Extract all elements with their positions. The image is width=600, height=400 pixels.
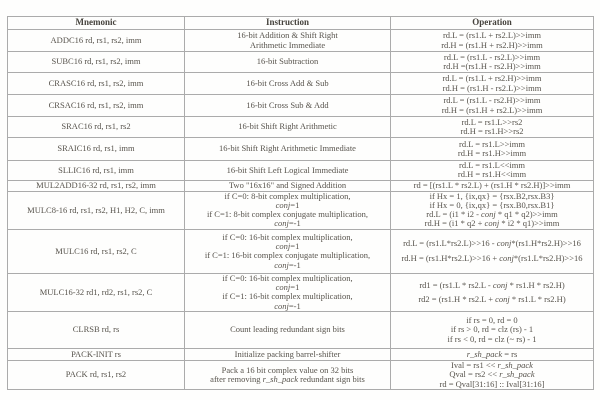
- instruction-line: Pack a 16 bit complex value on 32 bits: [221, 364, 354, 375]
- operation-line: rd.H = (rs1.H + rs2.L)>>imm: [441, 104, 543, 115]
- instruction-cell: Initialize packing barrel-shifter: [185, 348, 391, 360]
- operation-cell: [391, 30, 594, 52]
- operation-line: rd.L = rs1.L>>rs2: [461, 116, 523, 127]
- mnemonic-cell: SLLIC16 rd, rs1, imm: [8, 161, 185, 181]
- seg: * i2 * q1)>>imm: [499, 218, 560, 229]
- seg: after removing: [210, 373, 263, 384]
- operation-line: if rs > 0, rd = clz (rs) - 1: [450, 324, 534, 335]
- mnemonic-cell: SRAIC16 rd, rs1, imm: [8, 138, 185, 161]
- row-clrsb: [8, 311, 594, 348]
- operation-line: [393, 281, 591, 290]
- operation-line: if rs < 0, rd = clz (~ rs) - 1: [447, 333, 537, 344]
- operation-cell: [391, 161, 594, 181]
- operation-cell: [391, 73, 594, 95]
- instruction-line: [187, 261, 388, 270]
- row-subc16: [8, 52, 594, 73]
- mnemonic-cell: ADDC16 rd, rs1, rs2, imm: [8, 30, 185, 52]
- operation-line: rd = Qval[31:16] :: Ival[31:16]: [439, 378, 545, 389]
- operation-line: rd.L = rs1.L>>imm: [458, 138, 525, 149]
- operation-line: rd.H = rs1.H>>rs2: [460, 126, 524, 136]
- instruction-line: Arithmetic Immediate: [249, 39, 326, 50]
- instruction-cell: [185, 360, 391, 389]
- instruction-line: if C=0: 16-bit complex multiplication,: [222, 273, 353, 283]
- operation-line: [393, 350, 591, 359]
- operation-cell: [391, 95, 594, 117]
- header-row: [8, 17, 594, 30]
- mnemonic-cell: SUBC16 rd, rs1, rs2, imm: [8, 52, 185, 73]
- row-mulc16-32: [8, 273, 594, 311]
- column-header-instruction: Instruction: [185, 17, 391, 30]
- row-crasc16: [8, 73, 594, 95]
- operation-line: rd.L = (rs1.L + rs2.L)>>imm: [442, 30, 542, 41]
- seg: rd.L = (rs1.L*rs2.L)>>16 -: [403, 238, 497, 249]
- mnemonic-cell: PACK-INIT rs: [8, 348, 185, 360]
- instruction-line: if C=1: 8-bit complex conjugate multiplication,: [206, 209, 369, 220]
- row-sraic16: [8, 138, 594, 161]
- row-pack: [8, 360, 594, 389]
- instruction-line: if C=0: 16-bit complex multiplication,: [222, 231, 353, 242]
- mnemonic-cell: MULC16 rd, rs1, rs2, C: [8, 229, 185, 273]
- instruction-line: if C=1: 16-bit complex conjugate multiplication,: [204, 250, 371, 261]
- italic-seg: conj: [274, 218, 289, 229]
- italic-seg: r_sh_pack: [262, 373, 298, 384]
- operation-line: [393, 219, 591, 228]
- seg: =-1: [288, 300, 301, 311]
- seg: * rs1.L * rs2.H): [509, 293, 566, 304]
- operation-cell: [391, 360, 594, 389]
- italic-seg: r_sh_pack: [497, 360, 533, 370]
- instruction-line: [187, 375, 388, 384]
- mnemonic-cell: MULC8-16 rd, rs1, rs2, H1, H2, C, imm: [8, 191, 185, 229]
- italic-seg: conj: [484, 218, 500, 229]
- operation-cell: [391, 191, 594, 229]
- operation-line: rd.H =(rs1.H - rs2.H)>>imm: [443, 61, 541, 71]
- row-crsac16: [8, 95, 594, 117]
- instruction-cell: Count leading redundant sign bits: [185, 311, 391, 348]
- mnemonic-cell: MUL2ADD16-32 rd, rs1, rs2, imm: [8, 180, 185, 191]
- mnemonic-cell: MULC16-32 rd1, rd2, rs1, rs2, C: [8, 273, 185, 311]
- seg: rd.H = (rs1.H*rs2.L)>>16 +: [401, 252, 500, 263]
- instruction-cell: 16-bit Cross Add & Sub: [185, 73, 391, 95]
- italic-seg: conj: [275, 199, 291, 210]
- seg: * rs1.H * rs2.H): [507, 279, 565, 290]
- italic-seg: conj: [275, 240, 291, 251]
- instruction-cell: [185, 229, 391, 273]
- row-addc16: [8, 30, 594, 52]
- italic-seg: conj: [495, 293, 510, 304]
- italic-seg: conj: [275, 282, 291, 293]
- italic-seg: r_sh_pack: [499, 369, 535, 380]
- instruction-cell: 16-bit Shift Left Logical Immediate: [185, 161, 391, 181]
- seg: *(rs1.L*rs2.H)>>16: [513, 252, 583, 263]
- italic-seg: conj: [274, 259, 289, 270]
- instruction-cell: [185, 273, 391, 311]
- instruction-cell: 16-bit Subtraction: [185, 52, 391, 73]
- operation-line: rd.L = (rs1.L - rs2.L)>>imm: [443, 51, 541, 62]
- operation-cell: [391, 52, 594, 73]
- mnemonic-cell: CRASC16 rd, rs1, rs2, imm: [8, 73, 185, 95]
- operation-line: rd.H = rs1.H>>imm: [457, 148, 527, 158]
- column-header-operation: Operation: [391, 17, 594, 30]
- seg: *(rs1.H*rs2.H)>>16: [511, 238, 581, 249]
- operation-cell: [391, 311, 594, 348]
- instruction-line: [187, 219, 388, 228]
- italic-seg: conj: [496, 238, 512, 249]
- operation-line: rd.H = rs1.H<<imm: [457, 169, 527, 180]
- instruction-line: 16-bit Addition & Shift Right: [237, 30, 338, 41]
- instruction-cell: 16-bit Cross Sub & Add: [185, 95, 391, 117]
- seg: =1: [290, 282, 300, 293]
- instruction-cell: [185, 30, 391, 52]
- italic-seg: conj: [481, 209, 496, 220]
- seg: rd.L = (i1 * i2 -: [426, 209, 482, 220]
- italic-seg: conj: [274, 300, 289, 311]
- row-sllic16: [8, 161, 594, 181]
- instruction-table: [7, 16, 594, 390]
- operation-line: rd.H = (rs1.H - rs2.L)>>imm: [442, 82, 542, 93]
- operation-cell: [391, 273, 594, 311]
- mnemonic-cell: CLRSB rd, rs: [8, 311, 185, 348]
- instruction-cell: 16-bit Shift Right Arithmetic: [185, 117, 391, 138]
- row-mulc8-16: [8, 191, 594, 229]
- operation-line: [393, 295, 591, 304]
- operation-cell: [391, 229, 594, 273]
- row-mulc16: [8, 229, 594, 273]
- seg: rd1 = (rs1.L * rs2.L -: [419, 279, 493, 290]
- mnemonic-cell: PACK rd, rs1, rs2: [8, 360, 185, 389]
- operation-line: if Hx = 1, {ix,qx} = {rsx.B2,rsx.B3}: [429, 191, 555, 201]
- row-pack-init: [8, 348, 594, 360]
- seg: =-1: [288, 218, 301, 229]
- column-header-mnemonic: Mnemonic: [8, 17, 185, 30]
- instruction-cell: Two "16x16" and Signed Addition: [185, 180, 391, 191]
- seg: rd.H = (i1 * q2 +: [424, 218, 485, 229]
- mnemonic-cell: SRAC16 rd, rs1, rs2: [8, 117, 185, 138]
- seg: =1: [290, 199, 300, 210]
- italic-seg: conj: [499, 252, 514, 263]
- seg: = rs: [502, 348, 518, 359]
- operation-line: if Hx = 0, {ix,qx} = {rsx.B0,rsx.B1}: [429, 199, 555, 210]
- operation-line: rd.L = (rs1.L - rs2.H)>>imm: [443, 95, 541, 106]
- operation-line: rd.L = rs1.L<<imm: [458, 160, 525, 170]
- operation-line: [393, 254, 591, 263]
- operation-line: rd.L = (rs1.L + rs2.H)>>imm: [442, 73, 542, 84]
- operation-cell: [391, 117, 594, 138]
- mnemonic-cell: CRSAC16 rd, rs1, rs2, imm: [8, 95, 185, 117]
- seg: rd2 = (rs1.H * rs2.L +: [418, 293, 496, 304]
- instruction-cell: 16-bit Shift Right Arithmetic Immediate: [185, 138, 391, 161]
- italic-seg: r_sh_pack: [466, 348, 503, 359]
- operation-line: if rs = 0, rd = 0: [466, 315, 518, 326]
- instruction-line: if C=0: 8-bit complex multiplication,: [224, 191, 351, 201]
- instruction-cell: [185, 191, 391, 229]
- seg: Ival = rs1 <<: [451, 360, 498, 370]
- operation-line: rd.H = (rs1.H + rs2.H)>>imm: [441, 39, 543, 50]
- operation-cell: rd = [(rs1.L * rs2.L) + (rs1.H * rs2.H)]>>imm: [391, 180, 594, 191]
- seg: =-1: [288, 259, 301, 270]
- seg: Qval = rs2 <<: [449, 369, 500, 380]
- seg: * q1 * q2)>>imm: [495, 209, 558, 220]
- seg: redundant sign bits: [298, 373, 365, 384]
- row-srac16: [8, 117, 594, 138]
- instruction-line: [187, 302, 388, 311]
- operation-line: [393, 239, 591, 248]
- italic-seg: conj: [492, 279, 508, 290]
- row-mul2add16-32: [8, 180, 594, 191]
- operation-cell: [391, 348, 594, 360]
- operation-cell: [391, 138, 594, 161]
- instruction-line: if C=1: 16-bit complex multiplication,: [222, 291, 353, 302]
- seg: =1: [290, 240, 300, 251]
